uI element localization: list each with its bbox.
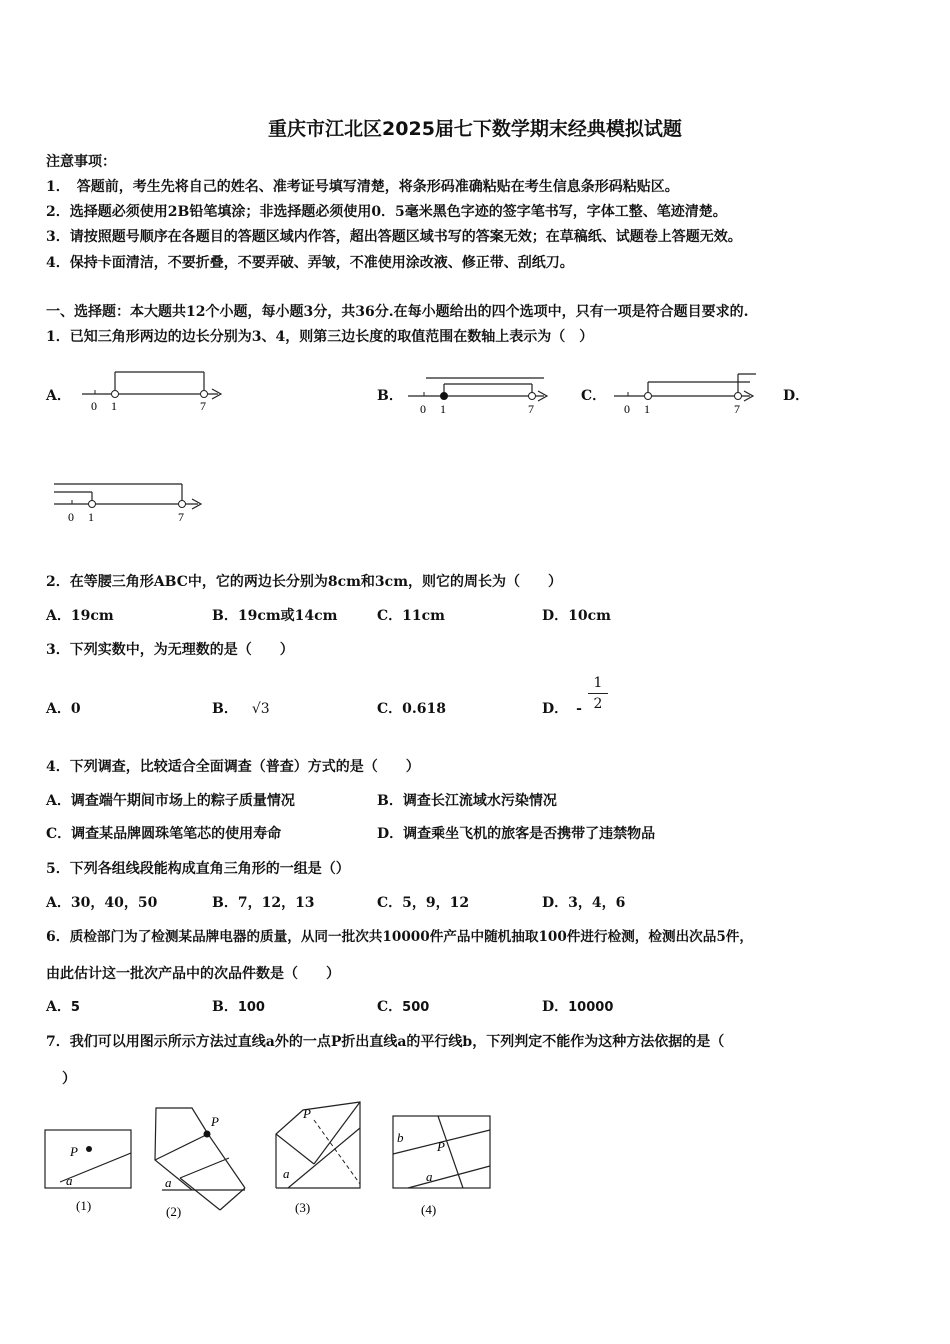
notice-heading: 注意事项： xyxy=(46,154,116,170)
question-7 xyxy=(46,1034,724,1050)
option-value: 500 xyxy=(402,1000,430,1015)
tick-label: 0 xyxy=(68,510,74,524)
number-line-a xyxy=(78,366,228,416)
option-label: B． xyxy=(212,999,238,1015)
section-heading: 一、选择题：本大题共12个小题，每小题3分，共36分.在每小题给出的四个选项中，只有一项是符合题目要求的. xyxy=(46,304,749,320)
question-number: 5． xyxy=(46,861,70,877)
option-b xyxy=(212,608,337,624)
tick-label: 1 xyxy=(440,402,446,416)
notice-item: 1． 答题前，考生先将自己的姓名、准考证号填写清楚，将条形码准确粘贴在考生信息条形码粘贴区。 xyxy=(46,179,679,195)
option-label: D． xyxy=(542,999,569,1015)
option-value: 调查长江流域水污染情况 xyxy=(402,793,557,809)
figure-caption: (1) xyxy=(76,1198,92,1213)
option-label: D． xyxy=(542,895,569,911)
question-text: 下列各组线段能构成直角三角形的一组是（） xyxy=(69,861,350,877)
line-label: b xyxy=(397,1130,404,1145)
line-label: a xyxy=(283,1166,290,1181)
question-number: 1． xyxy=(46,329,70,345)
option-label: A． xyxy=(46,608,71,624)
question-6 xyxy=(46,929,753,945)
option-value: 19cm xyxy=(70,608,114,624)
option-d xyxy=(542,701,582,717)
notice-item: 2．选择题必须使用2B铅笔填涂；非选择题必须使用0．5毫米黑色字迹的签字笔书写，字体工整、笔迹清楚。 xyxy=(46,204,727,220)
figure-2 xyxy=(155,1108,245,1219)
tick-label: 7 xyxy=(734,402,740,416)
option-label: C． xyxy=(377,701,403,717)
option-a xyxy=(46,999,80,1016)
question-1 xyxy=(46,329,593,345)
fraction-denominator: 2 xyxy=(593,696,603,712)
option-value: 0 xyxy=(70,701,81,717)
number-line-d xyxy=(50,474,210,526)
question-3 xyxy=(46,642,294,658)
tick-label: 1 xyxy=(111,399,117,413)
figure-caption: (4) xyxy=(421,1202,437,1217)
option-a xyxy=(46,701,81,717)
page-title: 重庆市江北区2025届七下数学期末经典模拟试题 xyxy=(268,118,682,140)
option-value: √3 xyxy=(251,701,270,717)
option-label: A． xyxy=(46,895,71,911)
figure-caption: (3) xyxy=(295,1200,311,1215)
option-label: A． xyxy=(46,701,71,717)
option-a xyxy=(46,793,295,809)
question-text: 下列调查，比较适合全面调查（普查）方式的是（ ） xyxy=(69,759,420,775)
option-b xyxy=(212,999,265,1016)
option-c xyxy=(377,895,469,911)
notice-item: 4．保持卡面清洁，不要折叠，不要弄破、弄皱，不准使用涂改液、修正带、刮纸刀。 xyxy=(46,255,574,271)
line-label: a xyxy=(165,1175,172,1190)
option-value: 10000 xyxy=(568,1000,614,1015)
option-label: B． xyxy=(377,793,403,809)
folding-figures xyxy=(40,1098,510,1226)
option-value: 5 xyxy=(70,1000,80,1015)
option-d xyxy=(377,826,655,842)
option-label: C． xyxy=(46,826,72,842)
question-number: 7． xyxy=(46,1034,70,1050)
option-value: 调查乘坐飞机的旅客是否携带了违禁物品 xyxy=(403,826,656,842)
question-text: 质检部门为了检测某品牌电器的质量，从同一批次共10000件产品中随机抽取100件进行检测，检测出次品5件， xyxy=(69,929,753,945)
option-c xyxy=(377,701,446,717)
option-value: 100 xyxy=(237,1000,265,1015)
question-text: 我们可以用图示所示方法过直线a外的一点P折出直线a的平行线b，下列判定不能作为这种方法依据的是（ xyxy=(69,1034,725,1050)
line-label: a xyxy=(66,1173,73,1188)
option-label: C． xyxy=(377,999,403,1015)
option-label: B． xyxy=(212,701,238,717)
option-b xyxy=(212,895,315,911)
option-label: D． xyxy=(542,701,569,717)
option-value: 5，9，12 xyxy=(402,895,470,911)
number-line-c xyxy=(610,366,760,416)
question-4 xyxy=(46,759,420,775)
line-label: a xyxy=(426,1169,433,1184)
point-label: P xyxy=(303,1106,311,1121)
option-label: A． xyxy=(46,793,71,809)
option-label: B． xyxy=(212,895,238,911)
option-a xyxy=(46,895,157,911)
option-label: D． xyxy=(542,608,569,624)
question-5 xyxy=(46,861,350,877)
fraction-numerator: 1 xyxy=(593,675,603,691)
figure-3 xyxy=(276,1102,360,1215)
question-text-cont: ） xyxy=(62,1071,76,1087)
option-value: 11cm xyxy=(402,608,445,624)
point-label: P xyxy=(211,1114,219,1129)
question-number: 4． xyxy=(46,759,70,775)
question-number: 2． xyxy=(46,574,70,590)
option-label: C． xyxy=(377,608,403,624)
tick-label: 7 xyxy=(528,402,534,416)
option-value: 7，12，13 xyxy=(237,895,315,911)
tick-label: 7 xyxy=(200,399,206,413)
option-value: 10cm xyxy=(568,608,611,624)
option-b xyxy=(377,793,557,809)
option-d xyxy=(542,608,611,624)
option-value: - xyxy=(576,701,582,717)
point-label: P xyxy=(437,1139,445,1154)
option-value: 19cm或14cm xyxy=(237,608,338,624)
option-value: 0.618 xyxy=(402,701,446,717)
option-label: D． xyxy=(783,388,810,404)
question-text: 在等腰三角形ABC中，它的两边长分别为8cm和3cm，则它的周长为（ ） xyxy=(69,574,563,590)
question-number: 6． xyxy=(46,929,70,945)
tick-label: 1 xyxy=(88,510,94,524)
option-label: A． xyxy=(46,388,71,404)
tick-label: 1 xyxy=(644,402,650,416)
figure-caption: (2) xyxy=(166,1204,182,1219)
option-label: D． xyxy=(377,826,404,842)
option-label: C． xyxy=(377,895,403,911)
tick-label: 0 xyxy=(624,402,630,416)
figure-4 xyxy=(393,1116,490,1217)
question-text-cont: 由此估计这一批次产品中的次品件数是（ ） xyxy=(46,966,340,982)
question-text: 已知三角形两边的边长分别为3、4，则第三边长度的取值范围在数轴上表示为（ ） xyxy=(69,329,594,345)
tick-label: 0 xyxy=(420,402,426,416)
option-c xyxy=(377,999,429,1016)
option-value: 3，4，6 xyxy=(568,895,626,911)
option-value: 调查某品牌圆珠笔笔芯的使用寿命 xyxy=(71,826,282,842)
question-number: 3． xyxy=(46,642,70,658)
option-a xyxy=(46,608,114,624)
figure-1 xyxy=(45,1130,131,1213)
question-2 xyxy=(46,574,562,590)
number-line-b xyxy=(404,366,554,416)
option-d xyxy=(542,895,625,911)
option-c xyxy=(46,826,281,842)
option-c xyxy=(377,608,445,624)
option-label: B． xyxy=(212,608,238,624)
option-value: 30，40，50 xyxy=(70,895,158,911)
notice-item: 3．请按照题号顺序在各题目的答题区域内作答，超出答题区域书写的答案无效；在草稿纸、试题卷上答题无效。 xyxy=(46,229,742,245)
option-d xyxy=(542,999,613,1016)
option-b xyxy=(212,701,270,717)
point-label: P xyxy=(70,1144,78,1159)
tick-label: 7 xyxy=(178,510,184,524)
tick-label: 0 xyxy=(91,399,97,413)
question-text: 下列实数中，为无理数的是（ ） xyxy=(69,642,294,658)
fraction xyxy=(588,675,608,712)
option-label: C． xyxy=(581,388,607,404)
option-value: 调查端午期间市场上的粽子质量情况 xyxy=(70,793,295,809)
option-label: B． xyxy=(377,388,403,404)
option-label: A． xyxy=(46,999,71,1015)
